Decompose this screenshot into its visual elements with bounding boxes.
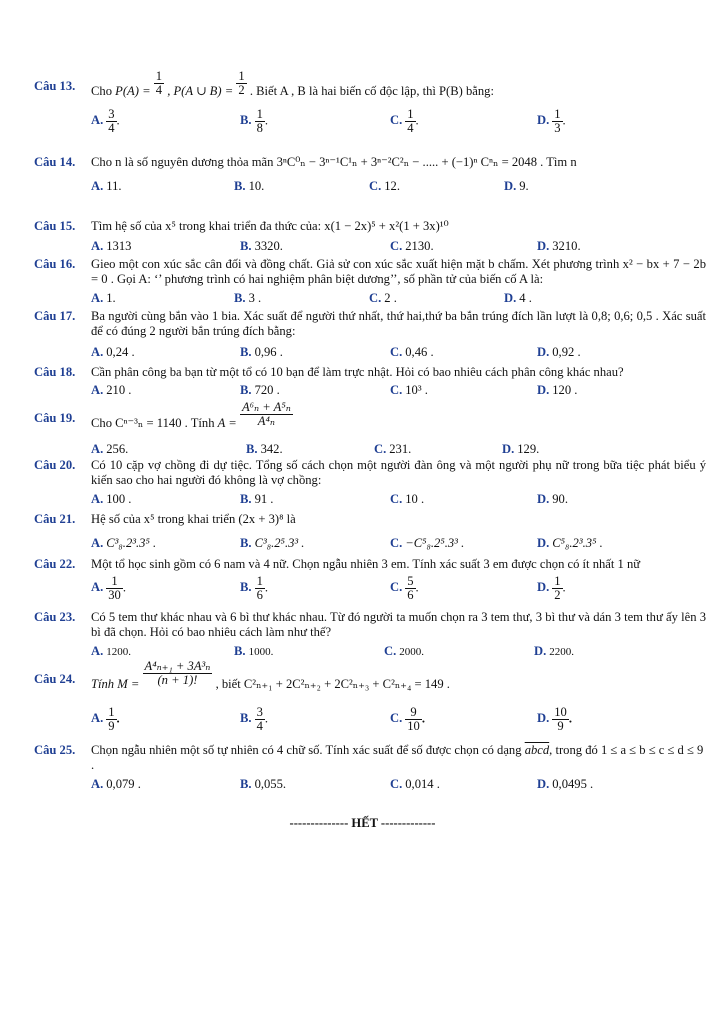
- question-stem: Tính M = $\frac{\text{A⁴ₙ₊₁ + 3A³ₙ}}{(n + 1)!}$ , biết C²ₙ₊₁ + 2C²ₙ₊₂ + 2C²ₙ₊₃ + C²ₙ₊₄ = 149 .: [91, 659, 450, 692]
- answer-option-d[interactable]: D. 3210.: [537, 239, 581, 253]
- answer-option-a[interactable]: A. 1200.: [91, 644, 131, 658]
- fraction: $\frac{1}{4}$: [155, 69, 163, 97]
- answer-option-c[interactable]: C. $\frac{5}{6}$ .: [390, 574, 419, 602]
- answer-option-c[interactable]: C. 10 .: [390, 492, 425, 506]
- question-label: Câu 22.: [34, 557, 76, 571]
- question-label: Câu 24.: [34, 672, 76, 686]
- answer-option-d[interactable]: D. 4 .: [504, 291, 532, 305]
- question-label: Câu 15.: [34, 219, 76, 233]
- answer-option-b[interactable]: B. 720 .: [240, 383, 280, 397]
- answer-option-d[interactable]: D. $\frac{10}{9}$ .: [537, 705, 572, 733]
- answer-option-a[interactable]: A. $\frac{1}{30}$ .: [91, 574, 126, 602]
- answer-option-c[interactable]: C. $\frac{1}{4}$ .: [390, 107, 419, 135]
- question-19: [34, 401, 706, 457]
- question-label: Câu 21.: [34, 512, 76, 526]
- answer-option-c[interactable]: C. 2 .: [369, 291, 397, 305]
- answer-option-c[interactable]: C. −C⁵₈.2⁵.3³ .: [390, 536, 465, 550]
- question-stem: Cho Cⁿ⁻³ₙ = 1140 . Tính A = $\frac{\text{A⁶ₙ + A⁵ₙ}}{\text{A⁴ₙ}}$: [91, 400, 291, 431]
- answer-option-b[interactable]: B. $\frac{1}{6}$ .: [240, 574, 269, 602]
- question-label: Câu 17.: [34, 309, 76, 323]
- answer-option-a[interactable]: A. C³₈.2³.3⁵ .: [91, 536, 157, 550]
- answer-option-a[interactable]: A. 11.: [91, 179, 122, 193]
- answer-option-a[interactable]: A. 210 .: [91, 383, 132, 397]
- question-label: Câu 19.: [34, 411, 76, 425]
- fraction: $\frac{5}{6}$: [407, 574, 414, 602]
- answer-option-b[interactable]: B. 0,96 .: [240, 345, 283, 359]
- question-13: [34, 70, 706, 145]
- question-stem: Gieo một con xúc sắc cân đối và đồng chất. Giả sử con xúc sắc xuất hiện mặt b chấm. Xét phương trình x² − bx + 7 − 2b = 0 . Gọi A: ‘’ phương trình có hai nghiệm phân biệt dương’’, số phần tử của biến cố A là:: [91, 257, 706, 286]
- answer-option-b[interactable]: B. $\frac{3}{4}$ .: [240, 705, 269, 733]
- answer-option-b[interactable]: B. C³₈.2⁵.3³ .: [240, 536, 305, 550]
- fraction: $\frac{\text{A⁴ₙ₊₁ + 3A³ₙ}}{(n + 1)!}$: [144, 659, 211, 687]
- answer-option-d[interactable]: D. 9.: [504, 179, 529, 193]
- answer-option-c[interactable]: C. 2130.: [390, 239, 434, 253]
- question-label: Câu 20.: [34, 458, 76, 472]
- question-20: [34, 458, 706, 508]
- answer-option-d[interactable]: D. 120 .: [537, 383, 578, 397]
- answer-option-c[interactable]: C. $\frac{9}{10}$ .: [390, 705, 425, 733]
- answer-option-c[interactable]: C. 12.: [369, 179, 400, 193]
- question-stem: Ba người cùng bắn vào 1 bia. Xác suất để người thứ nhất, thứ hai,thứ ba bắn trúng đích lần lượt là 0,8; 0,6; 0,5 . Xác suất để có đúng 2 người bắn trúng đích bằng:: [91, 309, 706, 338]
- question-stem: Có 5 tem thư khác nhau và 6 bì thư khác nhau. Từ đó người ta muốn chọn ra 3 tem thư, 3 bì thư và dán 3 tem thư ấy lên 3 bì đã chọn. Hỏi có bao nhiêu cách làm như thế?: [91, 610, 706, 639]
- answer-option-a[interactable]: A. $\frac{1}{9}$ .: [91, 705, 120, 733]
- answer-option-d[interactable]: D. 2200.: [534, 644, 574, 658]
- question-label: Câu 23.: [34, 610, 76, 624]
- answer-option-b[interactable]: B. $\frac{1}{8}$ .: [240, 107, 269, 135]
- answer-option-d[interactable]: D. $\frac{1}{2}$ .: [537, 574, 566, 602]
- answer-option-a[interactable]: A. 0,24 .: [91, 345, 135, 359]
- fraction: $\frac{3}{4}$: [256, 705, 263, 733]
- answer-option-d[interactable]: D. 0,0495 .: [537, 777, 594, 791]
- fraction: $\frac{1}{3}$: [554, 107, 561, 135]
- answer-option-b[interactable]: B. 0,055.: [240, 777, 287, 791]
- fraction: $\frac{1}{2}$: [554, 574, 561, 602]
- answer-option-d[interactable]: D. 129.: [502, 442, 540, 456]
- question-stem: Chọn ngẫu nhiên một số tự nhiên có 4 chữ số. Tính xác suất để số được chọn có dạng abcd, trong đó 1 ≤ a ≤ b ≤ c ≤ d ≤ 9 .: [91, 743, 704, 772]
- question-stem: Cần phân công ba bạn từ một tổ có 10 bạn để làm trực nhật. Hỏi có bao nhiêu cách phân công khác nhau?: [91, 365, 624, 379]
- fraction: $\frac{3}{4}$: [108, 107, 115, 135]
- answer-option-b[interactable]: B. 1000.: [234, 644, 274, 658]
- answer-option-d[interactable]: D. 90.: [537, 492, 568, 506]
- question-24: [34, 660, 706, 740]
- fraction: $\frac{10}{9}$: [554, 705, 567, 733]
- question-16: [34, 257, 706, 309]
- question-14: [34, 155, 706, 195]
- answer-option-a[interactable]: A. 100 .: [91, 492, 132, 506]
- answer-option-c[interactable]: C. 0,014 .: [390, 777, 440, 791]
- question-label: Câu 14.: [34, 155, 76, 169]
- question-23: [34, 610, 706, 660]
- question-15: [34, 219, 706, 255]
- question-21: [34, 512, 706, 552]
- answer-option-b[interactable]: B. 342.: [246, 442, 283, 456]
- fraction: $\frac{1}{9}$: [108, 705, 115, 733]
- answer-option-c[interactable]: C. 231.: [374, 442, 412, 456]
- question-stem: Một tổ học sinh gồm có 6 nam và 4 nữ. Chọn ngẫu nhiên 3 em. Tính xác suất 3 em được chọn có ít nhất 1 nữ: [91, 557, 641, 571]
- end-marker: -------------- HẾT -------------: [289, 816, 436, 830]
- answer-option-b[interactable]: B. 3 .: [234, 291, 262, 305]
- answer-option-c[interactable]: C. 2000.: [384, 644, 424, 658]
- question-stem: Có 10 cặp vợ chồng đi dự tiệc. Tổng số cách chọn một người đàn ông và một người phụ nữ trong bữa tiệc phát biểu ý kiến sao cho hai người đó không là vợ chồng:: [91, 458, 706, 487]
- answer-option-c[interactable]: C. 0,46 .: [390, 345, 434, 359]
- answer-option-a[interactable]: A. 0,079 .: [91, 777, 141, 791]
- question-stem: Hệ số của x⁵ trong khai triển (2x + 3)⁸ là: [91, 512, 296, 526]
- fraction: $\frac{1}{4}$: [407, 107, 414, 135]
- question-22: [34, 557, 706, 607]
- answer-option-c[interactable]: C. 10³ .: [390, 383, 428, 397]
- question-label: Câu 18.: [34, 365, 76, 379]
- fraction: $\frac{\text{A⁶ₙ + A⁵ₙ}}{\text{A⁴ₙ}}$: [241, 400, 291, 428]
- answer-option-a[interactable]: A. 256.: [91, 442, 129, 456]
- question-stem: Cho n là số nguyên dương thỏa mãn 3ⁿC⁰ₙ − 3ⁿ⁻¹C¹ₙ + 3ⁿ⁻²C²ₙ − ..... + (−1)ⁿ Cⁿₙ = 2048 . Tìm n: [91, 155, 577, 169]
- question-stem: Cho P(A) = $\frac{1}{4}$ , P(A ∪ B) = $\frac{1}{2}$ . Biết A , B là hai biến cố độc lập, thì P(B) bằng:: [91, 69, 494, 99]
- question-label: Câu 13.: [34, 79, 76, 93]
- answer-option-b[interactable]: B. 91 .: [240, 492, 274, 506]
- fraction: $\frac{1}{6}$: [256, 574, 263, 602]
- fraction: $\frac{9}{10}$: [407, 705, 420, 733]
- answer-option-a[interactable]: A. 1.: [91, 291, 116, 305]
- question-label: Câu 16.: [34, 257, 76, 271]
- answer-option-d[interactable]: D. 0,92 .: [537, 345, 581, 359]
- answer-option-a[interactable]: A. 1313: [91, 239, 132, 253]
- answer-option-b[interactable]: B. 10.: [234, 179, 265, 193]
- fraction: $\frac{1}{2}$: [238, 69, 245, 97]
- answer-option-b[interactable]: B. 3320.: [240, 239, 283, 253]
- math-expression: P(A) =: [115, 84, 151, 99]
- answer-option-d[interactable]: D. C⁵₈.2³.3⁵ .: [537, 536, 603, 550]
- fraction: $\frac{1}{8}$: [256, 107, 263, 135]
- question-17: [34, 309, 706, 363]
- answer-option-d[interactable]: D. $\frac{1}{3}$ .: [537, 107, 566, 135]
- question-stem: Tìm hệ số của x⁵ trong khai triển đa thức của: x(1 − 2x)⁵ + x²(1 + 3x)¹⁰: [91, 219, 449, 233]
- question-18: [34, 365, 706, 401]
- answer-option-a[interactable]: A. $\frac{3}{4}$ .: [91, 107, 120, 135]
- fraction: $\frac{1}{30}$: [108, 574, 121, 602]
- question-25: [34, 743, 706, 795]
- question-label: Câu 25.: [34, 743, 76, 757]
- math-expression: , P(A ∪ B) =: [167, 84, 234, 99]
